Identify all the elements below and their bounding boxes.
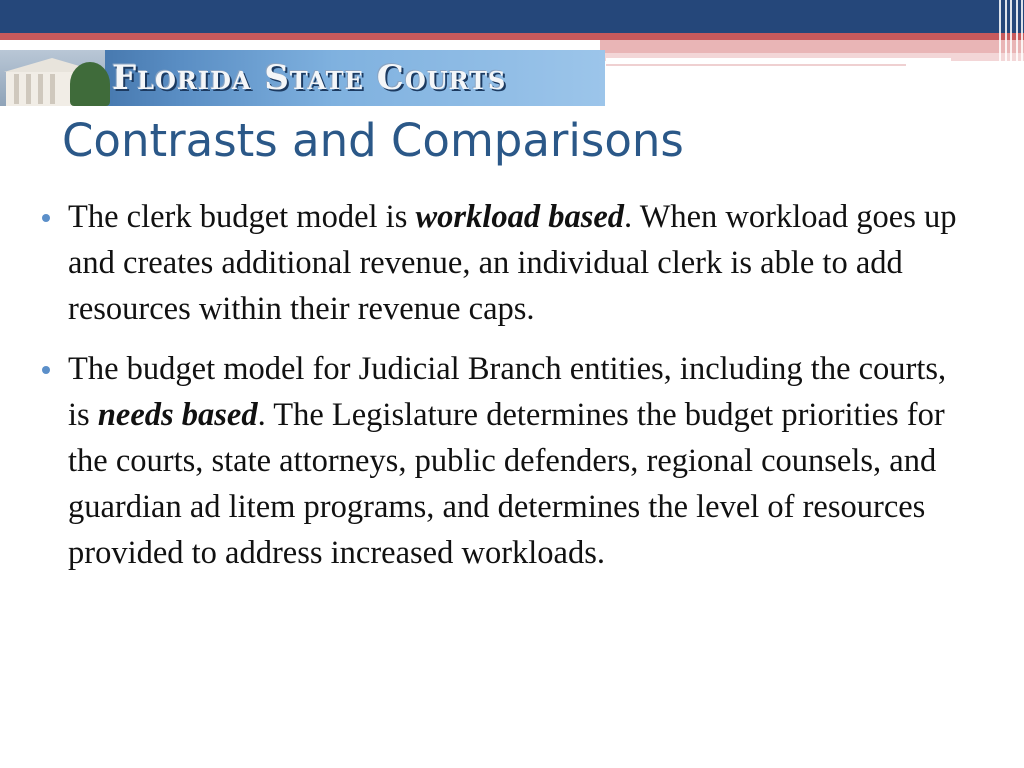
- header-vertical-bars: [996, 0, 1024, 68]
- bullet-text-pre: The budget model for Judicial Branch entities, including the courts, is: [68, 351, 947, 433]
- florida-state-courts-banner: [0, 50, 605, 106]
- bullet-emphasis: needs based: [97, 397, 258, 433]
- bullet-text-post: . The Legislature determines the budget priorities for the courts, state attorneys, public defenders, regional counsels, and guardian ad litem programs, and determines the level of resources provided to address increased workloads.: [68, 397, 945, 571]
- courthouse-building-icon: [0, 50, 105, 106]
- bullet-text-pre: The clerk budget model is: [68, 199, 416, 235]
- header-pink-band: [600, 40, 1024, 53]
- bullet-item-clerk-budget: [40, 194, 970, 332]
- slide-title: Contrasts and Comparisons: [62, 114, 684, 167]
- header-divider-line-thin: [606, 64, 906, 66]
- header-red-band: [0, 33, 1024, 40]
- header-navy-band: [0, 0, 1024, 33]
- bullet-dot-icon: [42, 366, 50, 374]
- bullet-item-judicial-budget: [40, 346, 970, 576]
- bullet-list: [40, 194, 970, 576]
- banner-title: Florida State Courts: [112, 58, 507, 98]
- bullet-emphasis: workload based: [415, 199, 625, 235]
- bullet-text-post: . When workload goes up and creates additional revenue, an individual clerk is able to add resources within their revenue caps.: [68, 199, 957, 327]
- header-divider-line: [606, 58, 951, 61]
- bullet-dot-icon: [42, 214, 50, 222]
